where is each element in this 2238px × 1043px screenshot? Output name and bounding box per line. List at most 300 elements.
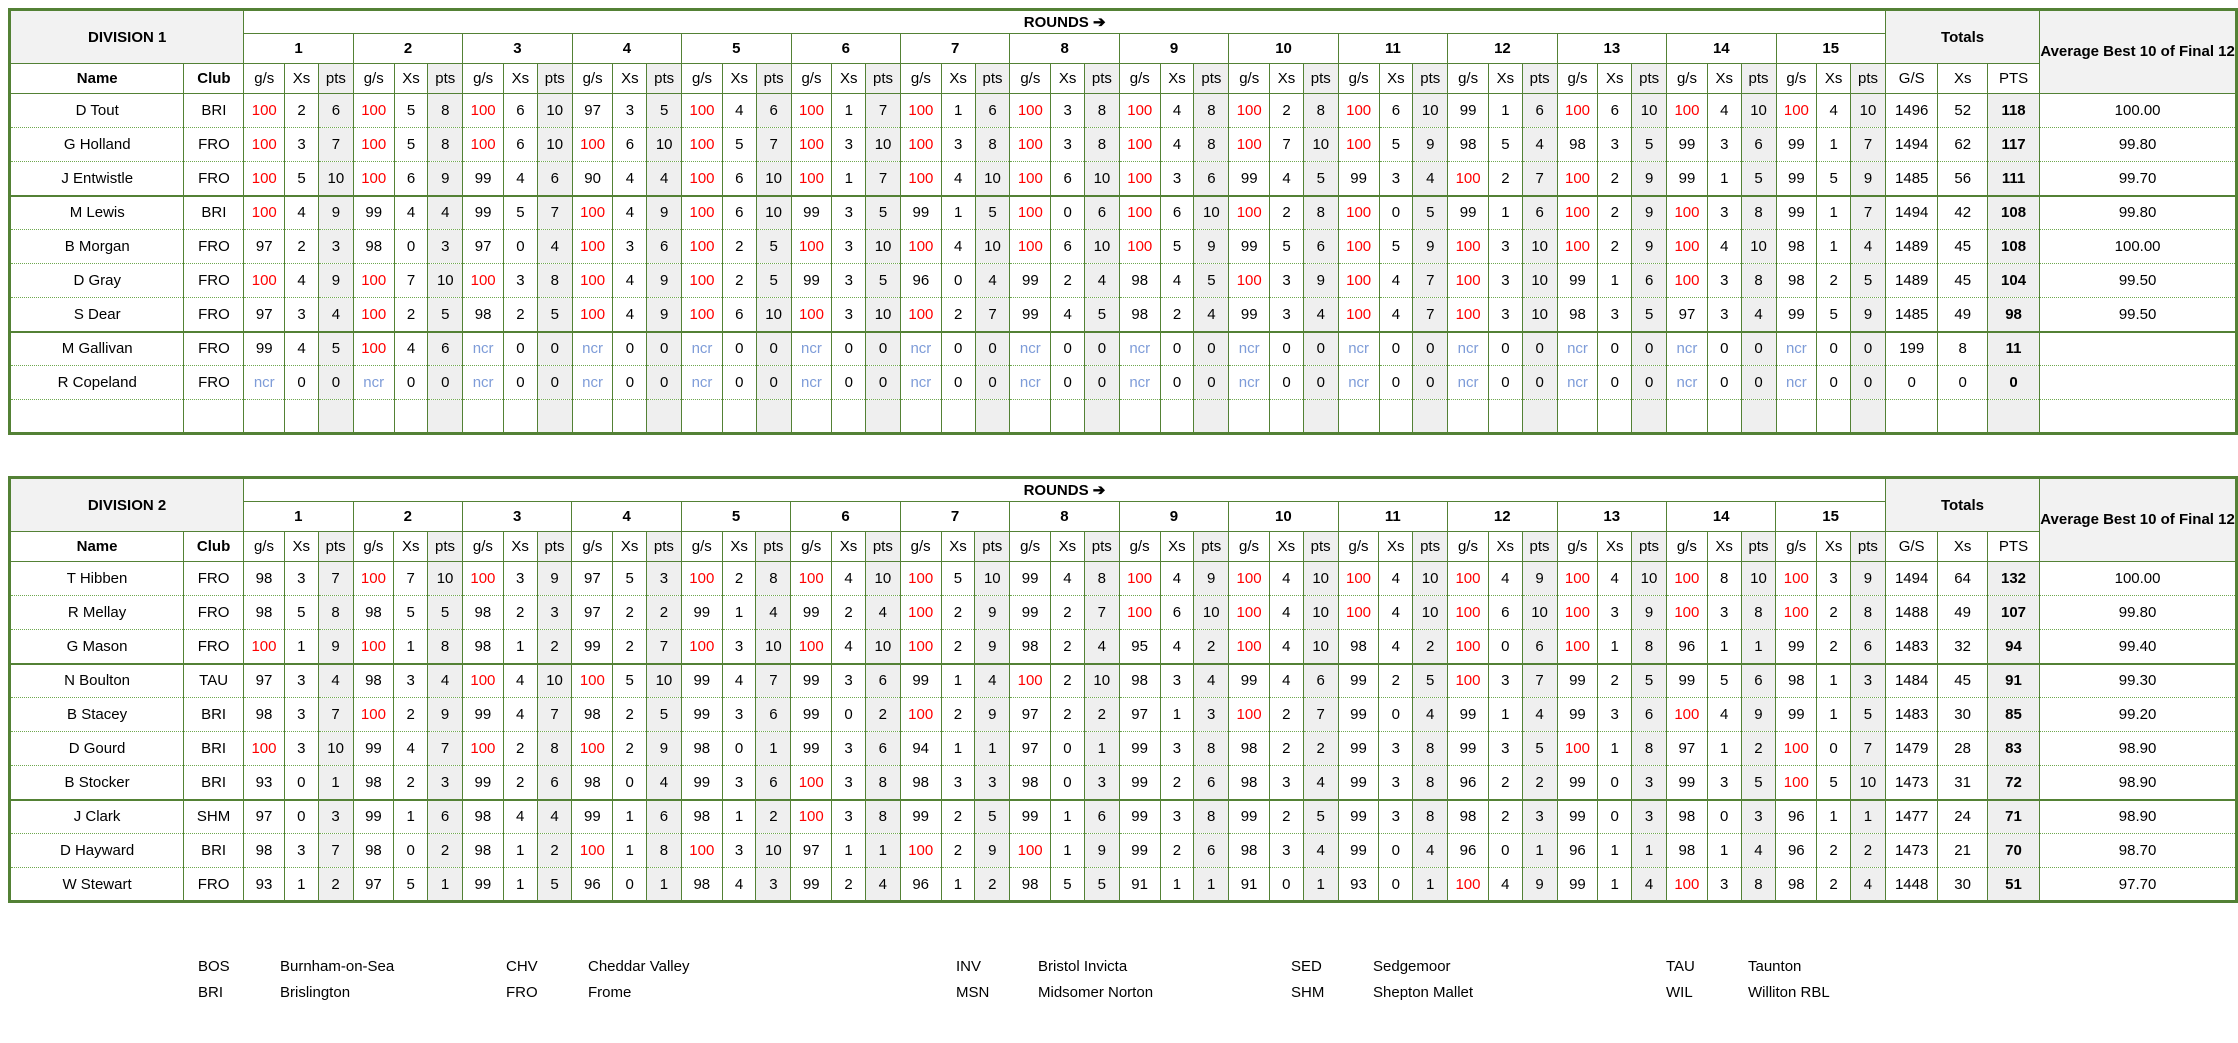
xs-cell: 2	[394, 698, 428, 732]
gs-cell: 96	[1448, 766, 1489, 800]
pts-cell: 5	[866, 196, 901, 230]
xs-cell: 4	[1379, 264, 1413, 298]
pts-cell: 0	[1741, 366, 1776, 400]
pts-cell: 4	[756, 596, 791, 630]
gs-cell: 100	[353, 630, 394, 664]
xs-cell: 0	[613, 868, 647, 902]
gs-cell: 99	[1010, 800, 1051, 834]
total-pts-header: PTS	[1987, 64, 2039, 94]
gs-cell	[1448, 400, 1489, 434]
average-cell: 99.80	[2040, 128, 2237, 162]
xs-cell: 4	[832, 562, 866, 596]
xs-cell: 2	[1269, 698, 1303, 732]
gs-cell: ncr	[1557, 366, 1598, 400]
pts-cell: 10	[1741, 562, 1776, 596]
pts-cell: 1	[318, 766, 353, 800]
gs-cell: 100	[1448, 264, 1489, 298]
player-name-cell: W Stewart	[10, 868, 184, 902]
total-pts-cell: 72	[1987, 766, 2039, 800]
gs-cell: 100	[1338, 264, 1379, 298]
pts-header: pts	[1522, 64, 1557, 94]
average-cell: 99.50	[2040, 298, 2237, 332]
gs-cell: 99	[1338, 162, 1379, 196]
pts-header: pts	[1522, 532, 1557, 562]
xs-header: Xs	[1817, 532, 1851, 562]
player-club-cell: BRI	[184, 834, 244, 868]
xs-cell: 5	[613, 664, 647, 698]
pts-cell: 3	[1850, 664, 1885, 698]
xs-cell: 2	[1598, 196, 1632, 230]
pts-cell: 6	[1194, 766, 1229, 800]
xs-header: Xs	[394, 532, 428, 562]
pts-cell: 9	[318, 264, 353, 298]
gs-cell: 100	[353, 162, 394, 196]
round-number-header: 7	[900, 502, 1009, 532]
total-pts-cell: 107	[1987, 596, 2039, 630]
xs-cell: 1	[1598, 630, 1632, 664]
player-club-cell: FRO	[184, 562, 244, 596]
gs-cell: 99	[1776, 630, 1817, 664]
xs-cell: 1	[1488, 196, 1522, 230]
gs-cell	[1229, 400, 1270, 434]
xs-cell: 2	[394, 766, 428, 800]
player-club-cell: FRO	[184, 630, 244, 664]
xs-cell: 3	[832, 230, 866, 264]
pts-cell: 6	[865, 664, 900, 698]
xs-cell: 4	[1817, 94, 1851, 128]
pts-cell	[1303, 400, 1338, 434]
total-pts-cell: 71	[1987, 800, 2039, 834]
xs-cell: 1	[941, 732, 975, 766]
pts-cell: 3	[975, 766, 1010, 800]
pts-cell: 6	[1632, 264, 1667, 298]
pts-header: pts	[1084, 532, 1119, 562]
xs-cell: 0	[1379, 868, 1413, 902]
gs-cell: 98	[1448, 800, 1489, 834]
gs-cell: 99	[1448, 732, 1489, 766]
pts-cell: 4	[1084, 630, 1119, 664]
total-gs-cell: 1494	[1885, 128, 1938, 162]
xs-cell: 1	[832, 94, 866, 128]
pts-cell: 5	[1413, 196, 1448, 230]
xs-header: Xs	[832, 64, 866, 94]
xs-cell: 3	[1707, 264, 1741, 298]
pts-cell: 4	[1851, 230, 1886, 264]
pts-cell: 8	[1194, 94, 1229, 128]
average-cell: 98.70	[2040, 834, 2237, 868]
xs-cell: 2	[613, 596, 647, 630]
xs-header: Xs	[1488, 64, 1522, 94]
gs-cell: 98	[1776, 664, 1817, 698]
xs-cell: 0	[1160, 332, 1194, 366]
pts-header: pts	[428, 64, 463, 94]
xs-cell: 8	[1707, 562, 1741, 596]
xs-cell: 3	[503, 562, 537, 596]
xs-cell: 4	[1379, 298, 1413, 332]
player-club-cell: FRO	[184, 596, 244, 630]
gs-cell: 100	[572, 732, 613, 766]
pts-cell: 9	[1632, 230, 1667, 264]
xs-header: Xs	[1817, 64, 1851, 94]
pts-cell: 7	[537, 698, 572, 732]
xs-cell: 6	[1598, 94, 1632, 128]
pts-cell: 10	[756, 196, 791, 230]
total-xs-cell: 32	[1938, 630, 1988, 664]
xs-cell: 0	[1817, 332, 1851, 366]
gs-cell: ncr	[1448, 332, 1489, 366]
gs-cell: 99	[1119, 766, 1160, 800]
pts-cell: 6	[428, 800, 463, 834]
pts-cell: 4	[318, 298, 353, 332]
total-xs-cell: 45	[1938, 230, 1987, 264]
average-cell: 99.30	[2040, 664, 2237, 698]
pts-cell: 10	[537, 94, 572, 128]
xs-header: Xs	[1051, 532, 1085, 562]
xs-cell: 3	[1598, 596, 1632, 630]
pts-cell: 1	[647, 868, 682, 902]
player-name-cell: D Hayward	[10, 834, 184, 868]
gs-cell: ncr	[1229, 366, 1270, 400]
round-number-header: 15	[1776, 502, 1885, 532]
xs-cell: 5	[1270, 230, 1304, 264]
pts-header: pts	[1303, 532, 1338, 562]
pts-cell: 6	[537, 766, 572, 800]
xs-cell: 2	[1817, 630, 1851, 664]
pts-cell: 8	[756, 562, 791, 596]
gs-header: g/s	[462, 532, 503, 562]
xs-header: Xs	[1598, 64, 1632, 94]
gs-cell: 99	[1010, 298, 1051, 332]
xs-cell: 3	[1817, 562, 1851, 596]
xs-cell: 5	[613, 562, 647, 596]
gs-cell: 100	[1229, 596, 1270, 630]
gs-cell: 99	[791, 596, 832, 630]
player-club-cell: FRO	[184, 868, 244, 902]
gs-cell: 98	[1229, 766, 1270, 800]
gs-cell: 97	[244, 298, 285, 332]
gs-cell: 97	[244, 230, 285, 264]
division-1-table	[8, 8, 2238, 435]
pts-cell	[975, 400, 1010, 434]
legend-club-name: Bristol Invicta	[1038, 957, 1128, 975]
gs-cell: 100	[901, 128, 942, 162]
pts-cell: 0	[1194, 332, 1229, 366]
xs-cell: 4	[1379, 596, 1413, 630]
gs-cell: 99	[1010, 596, 1051, 630]
pts-cell: 4	[428, 196, 463, 230]
gs-cell: 100	[900, 562, 941, 596]
pts-cell: 2	[975, 868, 1010, 902]
average-cell: 98.90	[2040, 732, 2237, 766]
gs-cell: 99	[1776, 698, 1817, 732]
xs-cell: 5	[1051, 868, 1085, 902]
xs-cell: 3	[1379, 162, 1413, 196]
pts-header: pts	[1741, 532, 1776, 562]
pts-cell: 0	[318, 366, 353, 400]
pts-cell: 6	[865, 732, 900, 766]
total-xs-cell	[1938, 400, 1987, 434]
pts-cell: 3	[647, 562, 682, 596]
xs-cell: 4	[1269, 596, 1303, 630]
total-gs-cell: 1477	[1885, 800, 1938, 834]
xs-cell: 4	[503, 800, 537, 834]
legend-abbr: SED	[1291, 957, 1322, 975]
pts-cell: 6	[428, 332, 463, 366]
xs-cell: 4	[1379, 562, 1413, 596]
pts-cell: 10	[975, 162, 1010, 196]
pts-cell: 10	[866, 298, 901, 332]
pts-cell: 9	[1851, 162, 1886, 196]
pts-cell: 5	[756, 230, 791, 264]
gs-cell: 100	[1448, 664, 1489, 698]
xs-cell: 3	[1707, 196, 1741, 230]
xs-cell: 4	[1160, 264, 1194, 298]
gs-cell: 100	[1338, 128, 1379, 162]
pts-cell: 10	[1632, 94, 1667, 128]
player-name-cell: R Copeland	[10, 366, 184, 400]
pts-cell: 3	[428, 766, 463, 800]
pts-cell: 3	[756, 868, 791, 902]
pts-cell: 1	[1741, 630, 1776, 664]
xs-cell: 3	[1488, 230, 1522, 264]
round-number-header: 6	[791, 34, 900, 64]
gs-cell: 98	[1119, 664, 1160, 698]
total-xs-cell: 52	[1938, 94, 1987, 128]
xs-cell: 7	[394, 562, 428, 596]
xs-cell	[1707, 400, 1741, 434]
xs-cell: 2	[1269, 800, 1303, 834]
pts-cell	[1194, 400, 1229, 434]
xs-cell: 2	[1817, 868, 1851, 902]
xs-cell: 2	[941, 698, 975, 732]
gs-cell: 99	[353, 196, 394, 230]
xs-cell: 1	[1817, 800, 1851, 834]
xs-cell: 0	[1488, 630, 1522, 664]
gs-cell: 100	[1229, 94, 1270, 128]
pts-cell: 4	[1632, 868, 1667, 902]
club-column-header: Club	[184, 532, 244, 562]
gs-header: g/s	[681, 532, 722, 562]
player-club-cell: BRI	[184, 94, 244, 128]
total-gs-cell: 0	[1885, 366, 1938, 400]
division-title: DIVISION 1	[10, 10, 244, 64]
xs-cell: 3	[284, 698, 318, 732]
xs-cell: 4	[722, 664, 756, 698]
gs-cell: 100	[1010, 834, 1051, 868]
player-club-cell: FRO	[184, 366, 244, 400]
xs-cell: 7	[1270, 128, 1304, 162]
pts-cell: 2	[1303, 732, 1338, 766]
xs-cell: 6	[1379, 94, 1413, 128]
gs-cell: 100	[572, 664, 613, 698]
total-pts-header: PTS	[1987, 532, 2039, 562]
total-gs-cell: 199	[1885, 332, 1938, 366]
gs-cell: 98	[1448, 128, 1489, 162]
pts-cell: 6	[1085, 196, 1120, 230]
legend-club-name: Cheddar Valley	[588, 957, 690, 975]
xs-cell: 6	[613, 128, 647, 162]
pts-header: pts	[975, 532, 1010, 562]
gs-cell: 98	[353, 596, 394, 630]
pts-cell: 6	[1741, 664, 1776, 698]
gs-cell: 98	[681, 800, 722, 834]
gs-cell: 100	[1667, 94, 1708, 128]
round-number-header: 2	[353, 502, 462, 532]
gs-cell: ncr	[1338, 332, 1379, 366]
gs-cell: 100	[682, 196, 723, 230]
gs-cell: 97	[1010, 698, 1051, 732]
legend-club-name: Williton RBL	[1748, 983, 1830, 1001]
pts-cell: 5	[1632, 128, 1667, 162]
pts-cell: 7	[1850, 732, 1885, 766]
gs-cell: 97	[1119, 698, 1160, 732]
xs-cell: 1	[1817, 196, 1851, 230]
xs-cell: 0	[613, 766, 647, 800]
player-name-cell: S Dear	[10, 298, 184, 332]
xs-header: Xs	[1269, 532, 1303, 562]
gs-cell: 100	[244, 162, 285, 196]
xs-cell: 3	[613, 230, 647, 264]
pts-cell: 0	[1851, 332, 1886, 366]
xs-cell	[285, 400, 319, 434]
total-xs-cell: 0	[1938, 366, 1987, 400]
gs-cell: 99	[353, 732, 394, 766]
xs-cell: 0	[613, 332, 647, 366]
xs-cell: 0	[722, 366, 756, 400]
xs-cell: 1	[394, 630, 428, 664]
pts-cell: 3	[1522, 800, 1557, 834]
gs-cell: 99	[1338, 800, 1379, 834]
gs-cell: 100	[900, 834, 941, 868]
xs-cell: 4	[394, 332, 428, 366]
xs-cell: 3	[613, 94, 647, 128]
xs-cell: 2	[1817, 834, 1851, 868]
xs-cell	[1817, 400, 1851, 434]
total-gs-cell: 1473	[1885, 834, 1938, 868]
gs-header: g/s	[1119, 532, 1160, 562]
pts-header: pts	[866, 64, 901, 94]
gs-cell	[1776, 400, 1817, 434]
pts-cell: 8	[1085, 128, 1120, 162]
gs-cell: 99	[1338, 766, 1379, 800]
gs-cell: ncr	[682, 332, 723, 366]
xs-cell: 4	[613, 196, 647, 230]
gs-cell: 98	[353, 664, 394, 698]
pts-cell: 3	[1194, 698, 1229, 732]
pts-header: pts	[318, 532, 353, 562]
player-name-cell: N Boulton	[10, 664, 184, 698]
gs-cell: 99	[791, 196, 832, 230]
xs-cell: 0	[1379, 332, 1413, 366]
xs-cell: 3	[1160, 800, 1194, 834]
pts-cell: 8	[865, 800, 900, 834]
xs-cell: 0	[504, 366, 538, 400]
player-row	[10, 298, 2237, 332]
xs-cell: 6	[1160, 196, 1194, 230]
pts-cell: 8	[1303, 94, 1338, 128]
gs-header: g/s	[244, 64, 285, 94]
gs-cell: 99	[1338, 698, 1379, 732]
pts-cell: 8	[1632, 732, 1667, 766]
pts-cell: 8	[1741, 596, 1776, 630]
player-club-cell: BRI	[184, 732, 244, 766]
pts-header: pts	[1741, 64, 1776, 94]
xs-cell: 1	[1598, 868, 1632, 902]
xs-cell	[1270, 400, 1304, 434]
pts-cell: 2	[1522, 766, 1557, 800]
xs-cell: 3	[285, 298, 319, 332]
xs-cell: 2	[1051, 664, 1085, 698]
gs-cell: 100	[1010, 94, 1051, 128]
xs-cell	[504, 400, 538, 434]
pts-cell: 10	[318, 732, 353, 766]
xs-cell: 2	[1160, 298, 1194, 332]
average-cell: 99.50	[2040, 264, 2237, 298]
round-number-header: 12	[1448, 34, 1557, 64]
gs-cell: 100	[791, 800, 832, 834]
pts-cell: 0	[647, 366, 682, 400]
pts-cell: 0	[1632, 366, 1667, 400]
pts-cell: 6	[756, 94, 791, 128]
average-cell: 100.00	[2040, 230, 2237, 264]
pts-cell: 1	[1194, 868, 1229, 902]
xs-cell: 1	[1051, 834, 1085, 868]
gs-cell: 99	[1448, 196, 1489, 230]
xs-cell: 1	[284, 868, 318, 902]
gs-cell: 100	[463, 128, 504, 162]
xs-cell: 3	[1269, 834, 1303, 868]
average-cell: 98.90	[2040, 800, 2237, 834]
round-number-header: 7	[901, 34, 1010, 64]
gs-cell: ncr	[901, 332, 942, 366]
xs-cell: 1	[284, 630, 318, 664]
gs-cell: 100	[682, 264, 723, 298]
pts-cell: 10	[428, 264, 463, 298]
xs-cell: 5	[504, 196, 538, 230]
pts-cell: 6	[647, 230, 682, 264]
pts-cell: 5	[975, 196, 1010, 230]
average-cell: 99.20	[2040, 698, 2237, 732]
pts-cell	[537, 400, 572, 434]
gs-cell: 99	[1557, 766, 1598, 800]
gs-cell	[1010, 400, 1051, 434]
gs-cell: 99	[1229, 162, 1270, 196]
pts-cell: 10	[537, 664, 572, 698]
xs-cell: 1	[722, 596, 756, 630]
xs-cell: 4	[941, 162, 975, 196]
xs-header: Xs	[1707, 64, 1741, 94]
gs-cell: 100	[1667, 264, 1708, 298]
pts-cell: 0	[1413, 366, 1448, 400]
pts-cell: 6	[756, 766, 791, 800]
gs-cell: 98	[1776, 868, 1817, 902]
pts-cell: 5	[537, 868, 572, 902]
pts-cell: 10	[1850, 766, 1885, 800]
xs-cell: 2	[1379, 664, 1413, 698]
gs-cell: 100	[1119, 94, 1160, 128]
xs-cell: 0	[284, 766, 318, 800]
round-number-header: 8	[1010, 34, 1119, 64]
gs-cell: 100	[1667, 230, 1708, 264]
xs-cell: 1	[1707, 162, 1741, 196]
gs-header: g/s	[1557, 64, 1598, 94]
pts-cell: 5	[866, 264, 901, 298]
pts-cell: 0	[975, 332, 1010, 366]
gs-cell: 99	[791, 664, 832, 698]
pts-cell: 0	[647, 332, 682, 366]
xs-cell: 1	[941, 664, 975, 698]
xs-cell: 0	[394, 834, 428, 868]
